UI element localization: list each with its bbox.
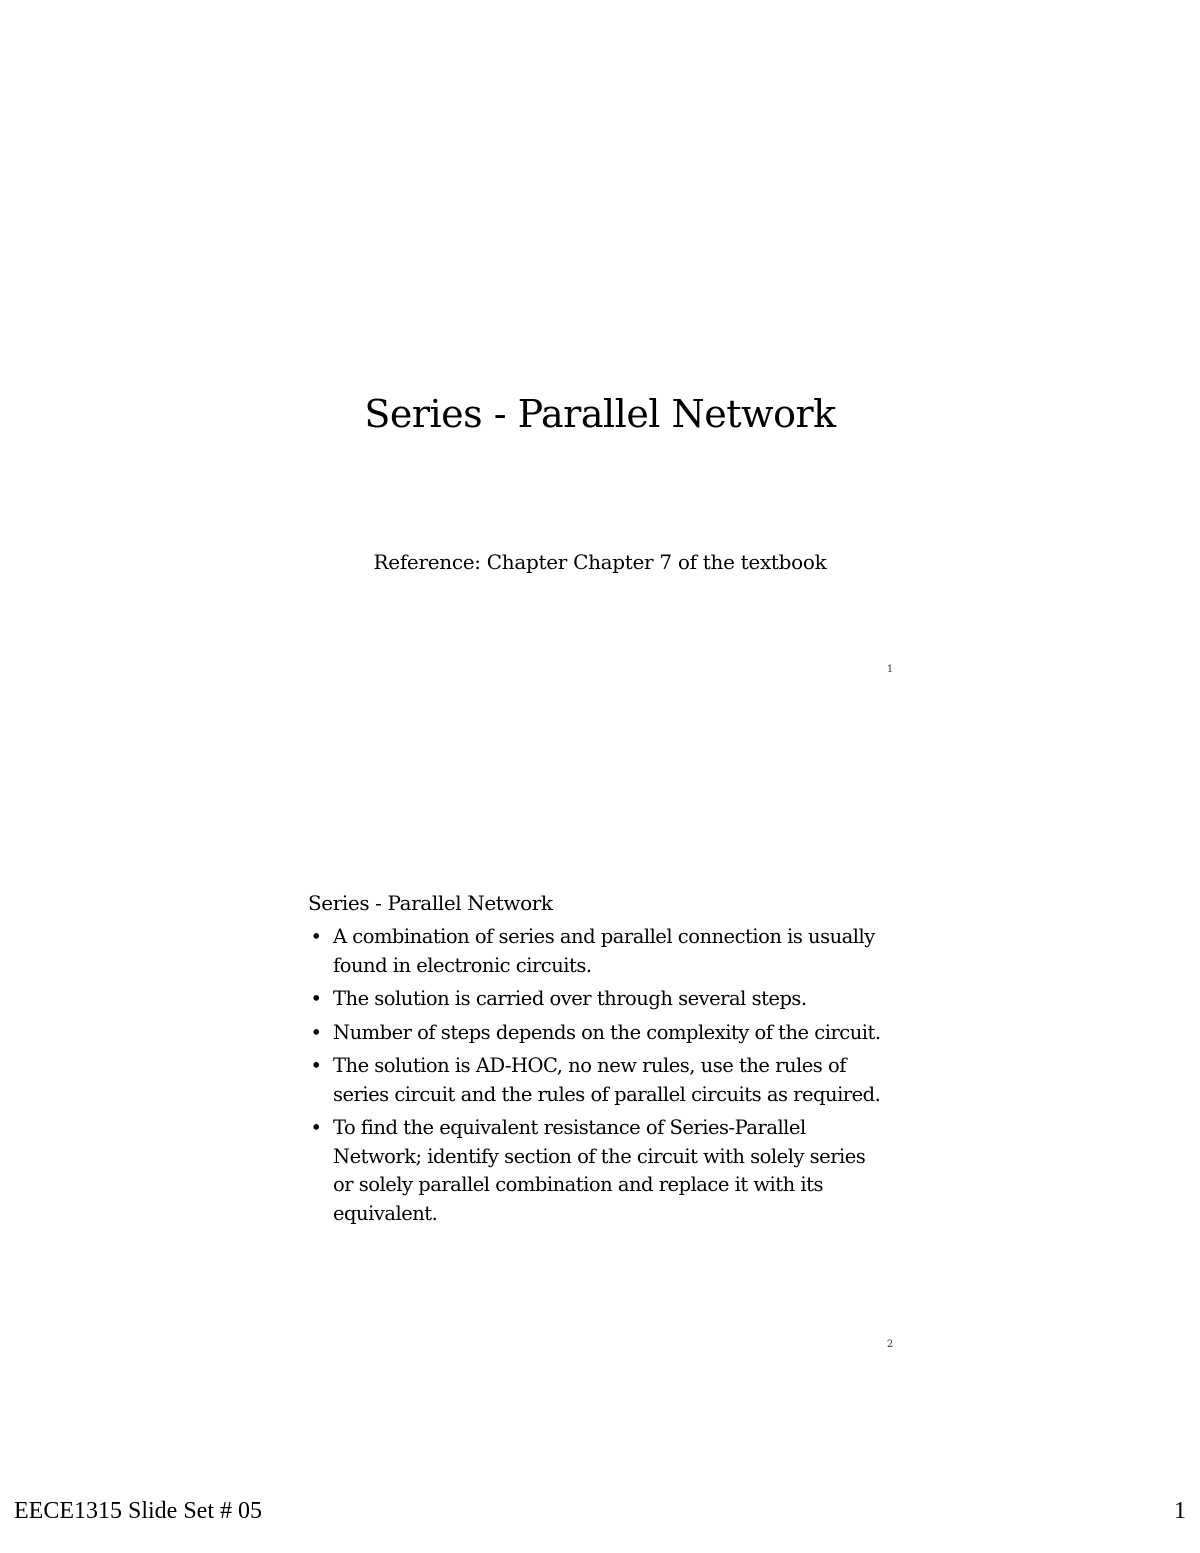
slide-2-number: 2 [886,1339,894,1350]
bullet-dot-icon: • [310,1116,322,1139]
footer-course-label: EECE1315 Slide Set # 05 [14,1498,262,1524]
slide-1-title: Series - Parallel Network [364,392,836,436]
bullet-text: The solution is AD-HOC, no new rules, use the rules of series circuit and the rules of parallel circuits as required. [333,1054,881,1106]
bullet-text: To find the equivalent resistance of Series-Parallel Network; identify section of the circuit with solely series or solely parallel combination and replace it with its equivalent. [333,1116,866,1225]
bullet-item [308,923,888,980]
bullet-text: The solution is carried over through several steps. [333,987,807,1010]
footer-page-number: 1 [1174,1498,1186,1524]
slide-1-number: 1 [886,664,894,675]
bullet-item [308,1114,888,1228]
bullet-item [308,1052,888,1109]
bullet-item [308,985,888,1014]
slide-2-bullet-list [308,923,888,1233]
slide-1-reference: Reference: Chapter Chapter 7 of the textbook [373,550,827,574]
bullet-text: A combination of series and parallel connection is usually found in electronic circuits. [333,925,875,977]
bullet-text: Number of steps depends on the complexity of the circuit. [333,1020,881,1044]
bullet-dot-icon: • [310,1054,322,1077]
bullet-dot-icon: • [310,987,322,1010]
bullet-dot-icon: • [310,925,322,948]
bullet-dot-icon: • [310,1020,322,1044]
bullet-item [308,1019,888,1048]
slide-2-title: Series - Parallel Network [308,891,553,915]
